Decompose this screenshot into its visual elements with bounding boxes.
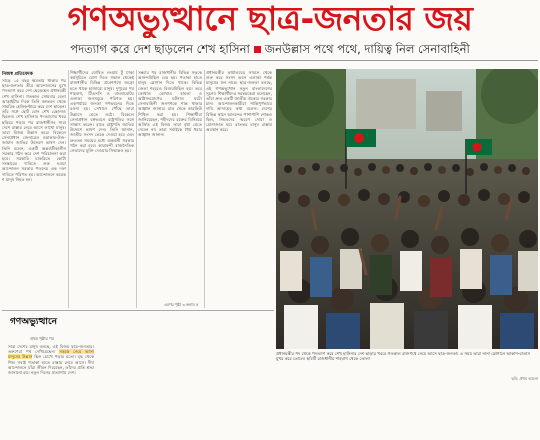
crowd-photo xyxy=(276,69,538,349)
article-column-1 xyxy=(2,78,66,308)
photo-caption: প্রধানমন্ত্রীর পদ থেকে পদত্যাগ করে শেখ হাসিনার দেশ ছাড়ার খবরে গতকাল রাজপথে নেমে আসে ছাত্র-জনতা। এ সময় তারা নানা স্লোগানে আকাশ-বাতাস মুখর করে তোলে। ছবিটি রাজধানীর শাহবাগ থেকে তোলা xyxy=(276,351,531,362)
column-divider xyxy=(68,70,69,308)
continuation-title: গণঅভ্যুত্থানে xyxy=(10,317,57,327)
column-divider xyxy=(204,70,205,308)
article-column-2 xyxy=(70,70,134,308)
article-column-4 xyxy=(206,70,272,302)
header-rule xyxy=(2,60,538,61)
section-rule xyxy=(2,310,274,311)
subheadline xyxy=(0,40,540,58)
column-3-text: সন্ধ্যার পর রাজধানীর বিভিন্ন সড়কে আনন্দমিছিল বের হয়। পতাকা হাতে মানুষ স্লোগান দিতে থাকে। বিভিন্ন জেলা শহরেও বিজয়মিছিল হয়। তবে কোথাও কোথাও হামলা ও অগ্নিসংযোগের ঘটনাও ঘটে। সেনাবাহিনী জনগণকে শান্ত থাকার আহ্বান জানায়। রাত থেকে কারফিউ শিথিল করা হয়। শিক্ষার্থীরা জানিয়েছেন, শহীদদের রক্তের বিনিময়ে অর্জিত এই বিজয় তারা বৃথা যেতে দেবেন না। তারা সবাইকে ধৈর্য ধরার আহ্বান জানান। xyxy=(138,70,202,138)
subhead-right: জনউল্লাস পথে পথে, দায়িত্ব নিল সেনাবাহিনী xyxy=(264,42,470,56)
continuation-text xyxy=(8,344,94,438)
column-divider xyxy=(136,70,137,308)
square-bullet-icon xyxy=(254,46,261,53)
article-column-3 xyxy=(138,70,202,308)
photo-credit: ছবি: প্রথম আলো xyxy=(511,376,538,381)
column-1-text: সাড়ে ১৫ বছর ক্ষমতায় থাকার পর ছাত্র-জনতার তীব্র আন্দোলনের মুখে পদত্যাগ করে দেশ ছেড়েছেন প্রধানমন্ত্রী শেখ হাসিনা। গতকাল সোমবার বেলা আড়াইটার দিকে তিনি বঙ্গভবন থেকে সামরিক হেলিকপ্টারে করে দেশ ছাড়েন। তাঁর সঙ্গে ছোট বোন শেখ রেহানাও ছিলেন। শেখ হাসিনার পদত্যাগের খবর ছড়িয়ে পড়ার পর রাজধানীসহ সারা দেশে রাস্তায় নেমে আসে লাখো মানুষ। তারা বিজয় উল্লাস করে। বিকেলে সেনাপ্রধান জেনারেল ওয়াকার-উজ-জামান জাতির উদ্দেশে ভাষণ দেন। তিনি বলেন, একটি অন্তর্বর্তীকালীন সরকার গঠন করে দেশ পরিচালনা করা হবে। সরকারি চাকরিতে কোটা সংস্কারের দাবিতে শুরু হওয়া আন্দোলন সরকার পতনের এক দফা দাবিতে পরিণত হয়। আন্দোলনে কয়েক শ মানুষ নিহত হন। xyxy=(2,78,66,182)
continuation-subtitle: প্রথম পৃষ্ঠার পর xyxy=(30,336,54,341)
subhead-left: পদত্যাগ করে দেশ ছাড়লেন শেখ হাসিনা xyxy=(70,42,250,56)
byline: নিজস্ব প্রতিবেদক xyxy=(2,72,33,77)
continuation-text-part: ছিল চোখে পড়ার মতো। বৃদ্ধ থেকে শিশু সবাই পতাকা হাতে রাস্তায় নেমে আসে। দীর্ঘ আন্দোলনে যাঁরা জীবন দিয়েছেন, তাঁদের প্রতি শ্রদ্ধা জানানো হয়। নতুন দিনের প্রত্যাশায় দেশ। xyxy=(8,354,94,376)
main-headline: গণঅভ্যুত্থানে ছাত্র-জনতার জয় xyxy=(67,0,473,38)
column-4-text: প্রধানমন্ত্রীর কার্যালয়ের সামনে থেকে শুরু করে সংসদ ভবন এলাকা পর্যন্ত মানুষের ঢল নামে। ছাত্র-জনতা বলছে, এই গণঅভ্যুত্থান নতুন বাংলাদেশের সূচনা। শিক্ষার্থীদের সমন্বয়কেরা বলেছেন, তাঁরা দ্রুত একটি জাতীয় ঐক্যের সরকার চান। আন্দোলনকারীরা শান্তিপূর্ণভাবে দাবি আদায়ের কথা বলেন। দেশের বিভিন্ন স্থানে আনন্দের পাশাপাশি শোকও ছিল, নিহতদের স্মরণে দোয়া ও মোনাজাত হয়। রাতভর মানুষ রাস্তায় অবস্থান করে। xyxy=(206,70,272,133)
highlighted-text: সড়কে নেমে আসা মানুষের উল্লাস xyxy=(8,349,94,360)
continuation-text-part: সারা দেশের মানুষ বলছে, এই বিজয় ছাত্র-জনতার। তরুণেরা পথ দেখিয়েছেন। xyxy=(8,344,94,355)
crowd-illustration xyxy=(276,69,538,349)
blank-area xyxy=(100,314,272,440)
column-2-text: শিক্ষার্থীদের ঘোষিত লংমার্চ টু ঢাকা কর্মসূচিতে যোগ দিতে সকাল থেকেই রাজধানীর বিভিন্ন প্রবেশপথে জড়ো হতে থাকে হাজারো মানুষ। দুপুরের পর শাহবাগ, টিএসসি ও বাংলামোটর এলাকা জনসমুদ্রে পরিণত হয়। একপর্যায়ে জনতা গণভবনের দিকে রওনা হয়। সেখানে পৌঁছে তারা উল্লাসে মেতে ওঠে। বিকেলে সেনাপ্রধান বঙ্গভবনে রাষ্ট্রপতির সঙ্গে সাক্ষাৎ করেন। রাতে রাষ্ট্রপতি জাতির উদ্দেশে ভাষণ দেন। তিনি জানান, জাতীয় সংসদ ভেঙে দেওয়া হবে এবং দ্রুততম সময়ের মধ্যে অন্তর্বর্তী সরকার গঠন করা হবে। কারাবন্দী রাজনৈতিক নেতাদের মুক্তি দেওয়ার সিদ্ধান্তও হয়। xyxy=(70,70,134,154)
jump-line: এরপর পৃষ্ঠা ৩ কলাম ৫ xyxy=(164,302,199,307)
